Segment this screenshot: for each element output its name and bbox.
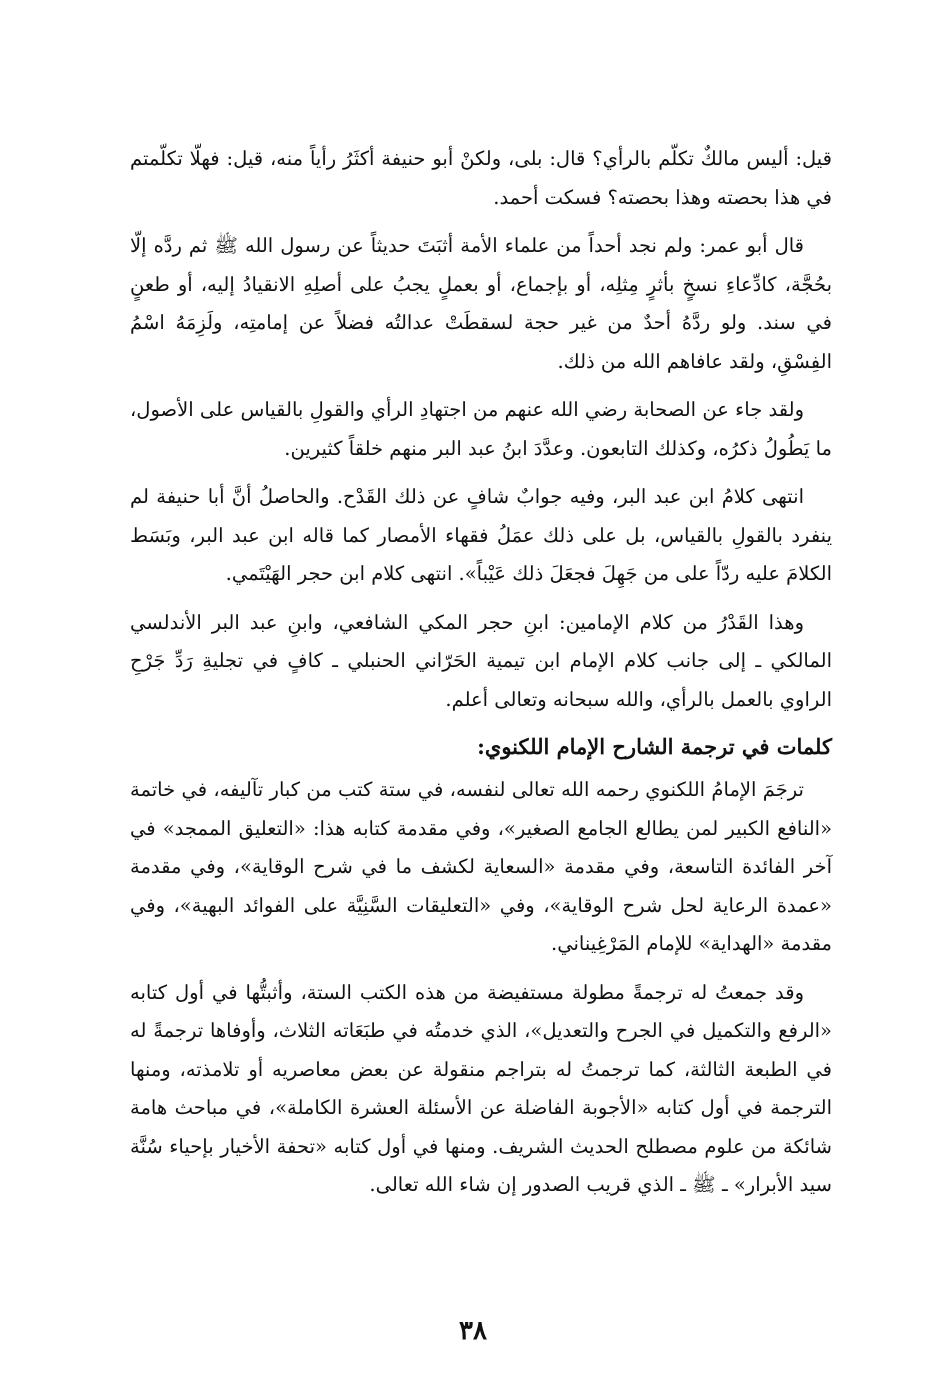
paragraph-6: ترجَمَ الإمامُ اللكنوي رحمه الله تعالى لنفسه، في ستة كتب من كبار تآليفه، في خاتمة «النافع الكبير لمن يطالع الجامع الصغير»، وفي مقدمة كتابه هذا: «التعليق الممجد» في آخر الفائدة التاسعة، وفي مقدمة «السعاية لكشف ما في شرح الوقاية»، وفي مقدمة «عمدة الرعاية لحل شرح الوقاية»، وفي «التعليقات السَّنِيَّة على الفوائد البهية»، وفي مقدمة «الهداية» للإمام المَرْغِيناني.	[130, 778, 832, 955]
section-heading: كلمات في ترجمة الشارح الإمام اللكنوي:	[477, 734, 832, 759]
paragraph-2: قال أبو عمر: ولم نجد أحداً من علماء الأمة أثبَتَ حديثاً عن رسول الله ﷺ ثم ردَّه إلّا بحُجَّة، كادِّعاءِ نسخٍ بأثرٍ مِثلِه، أو بإجماع، أو بعملٍ يجبُ على أصلِهِ الانقيادُ إليه، أو طعنٍ في سند. ولو ردَّهُ أحدٌ من غير حجة لسقطَتْ عدالتُه فضلاً عن إمامتِه، ولَزِمَهُ اسْمُ الفِسْقِ، ولقد عافاهم الله من ذلك.	[130, 234, 832, 373]
paragraph-4: انتهى كلامُ ابن عبد البر، وفيه جوابٌ شافٍ عن ذلك القَدْح. والحاصلُ أنَّ أبا حنيفة لم ينفرد بالقولِ بالقياس، بل على ذلك عمَلُ فقهاء الأمصار كما قاله ابن عبد البر، وبَسَط الكلامَ عليه ردّاً على من جَهِلَ فجعَلَ ذلك عَيْباً». انتهى كلام ابن حجر الهَيْتَمي.	[130, 485, 832, 585]
paragraph-5: وهذا القَدْرُ من كلام الإمامين: ابنِ حجر المكي الشافعي، وابنِ عبد البر الأندلسي المالكي ـ إلى جانب كلام الإمام ابن تيمية الحَرّاني الحنبلي ـ كافٍ في تجليةِ رَدِّ جَرْحِ الراوي بالعمل بالرأي، والله سبحانه وتعالى أعلم.	[130, 610, 832, 711]
page-number: ٣٨	[459, 1316, 487, 1346]
page-body	[130, 140, 832, 1215]
paragraph-1: قيل: أليس مالكٌ تكلّم بالرأي؟ قال: بلى، ولكنْ أبو حنيفة أكثَرُ رأياً منه، قيل: فهلّا تكلّمتم في هذا بحصته وهذا بحصته؟ فسكت أحمد.	[130, 147, 832, 209]
paragraph-3: ولقد جاء عن الصحابة رضي الله عنهم من اجتهادِ الرأي والقولِ بالقياس على الأصول، ما يَطُولُ ذكرُه، وكذلك التابعون. وعدَّدَ ابنُ عبد البر منهم خلقاً كثيرين.	[130, 398, 832, 460]
paragraph-7: وقد جمعتُ له ترجمةً مطولة مستفيضة من هذه الكتب الستة، وأثبتُّها في أول كتابه «الرفع والتكميل في الجرح والتعديل»، الذي خدمتُه في طبَعَاته الثلاث، وأوفاها ترجمةً له في الطبعة الثالثة، كما ترجمتُ له بتراجم منقولة عن بعض معاصريه أو تلامذته، ومنها الترجمة في أول كتابه «الأجوبة الفاضلة عن الأسئلة العشرة الكاملة»، في مباحث هامة شائكة من علوم مصطلح الحديث الشريف. ومنها في أول كتابه «تحفة الأخيار بإحياء سُنَّة سيد الأبرار» ـ ﷺ ـ الذي قريب الصدور إن شاء الله تعالى.	[130, 980, 832, 1196]
